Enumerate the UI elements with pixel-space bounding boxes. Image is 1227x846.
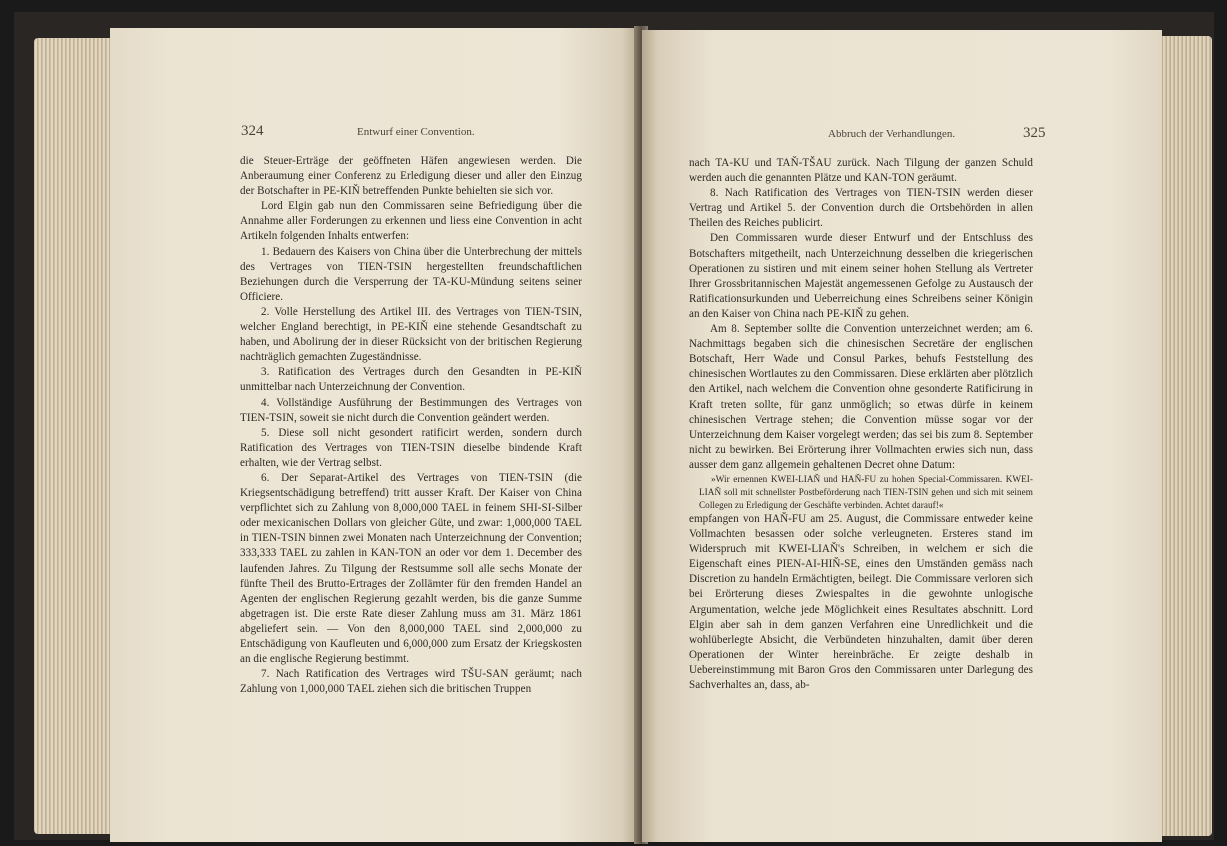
left-paragraph-2: Lord Elgin gab nun den Commissaren seine Befriedigung über die Annahme aller Forderungen zu erkennen und liess eine Convention in acht Artikeln folgenden Inhalts entwerfen: — [240, 200, 582, 243]
left-paragraph-3: 1. Bedauern des Kaisers von China über die Unterbrechung der mittels des Vertrages von TIEN-TSIN hergestellten freundschaftlichen Beziehungen durch die Versperrung der TA-KU-Mündung seitens seiner Officiere. — [240, 245, 582, 303]
right-page-header — [642, 125, 1162, 152]
right-paragraph-5: empfangen von HAŇ-FU am 25. August, die Commissare entweder keine Vollmachten besassen oder solche verleugneten. Ersteres stand im Widerspruch mit KWEI-LIAŇ's Schreiben, in welchem er sich die Eigenschaft eines PIEN-AI-HIŇ-SE, eines den Umständen gemäss nach Discretion zu handeln Ermächtigten, beilegt. Die Commissare verloren sich bei Erörterung dieses Zwiespaltes in die gewohnte unlogische Argumentation, welche jede Möglichkeit eines Resultates abschnitt. Lord Elgin aber sah in dem ganzen Verfahren eine Unredlichkeit und die wohlüberlegte Absicht, die Verbündeten hinzuhalten, damit über deren Operationen der Winter hereinbräche. Er zeigte deshalb in Uebereinstimmung mit Baron Gros den Commissaren unter Darlegung des Sachverhaltes an, dass, ab- — [689, 512, 1033, 691]
right-paragraph-4: Am 8. September sollte die Convention unterzeichnet werden; am 6. Nachmittags begaben sich die chinesischen Secretäre der englischen Botschaft, Herr Wade und Consul Parkes, behufs Feststellung des chinesischen Wortlautes zu den Commissaren. Diese erklärten aber plötzlich den Artikel, nach welchem die Convention ohne gesonderte Ratificirung in Kraft treten sollte, für ganz unmöglich; so etwas dürfe in keinem chinesischen Vertrage stehen; die Convention müsse sogar vor der Unterzeichnung dem Kaiser vorgelegt werden; das sei bis zum 8. September nicht zu bewirken. Bei Erörterung ihrer Vollmachten erwies sich nun, dass ausser dem ganz allgemein gehaltenen Decret ohne Datum: — [689, 323, 1033, 471]
left-paragraph-5: 3. Ratification des Vertrages durch den Gesandten in PE-KIŇ unmittelbar nach Unterzeichnung der Convention. — [240, 366, 582, 394]
left-paragraph-6: 4. Vollständige Ausführung der Bestimmungen des Vertrages von TIEN-TSIN, soweit sie nicht durch die Convention geändert werden. — [240, 396, 582, 424]
left-page-header — [110, 123, 638, 150]
left-paragraph-4: 2. Volle Herstellung des Artikel III. des Vertrages von TIEN-TSIN, welcher England berechtigt, in PE-KIŇ eine stehende Gesandtschaft zu haben, und Abolirung der in dieser Rücksicht von der britischen Regierung nachträglich gemachten Zugeständnisse. — [240, 305, 582, 364]
decree-quote: »Wir ernennen KWEI-LIAŇ und HAŇ-FU zu hohen Special-Commissaren. KWEI-LIAŇ soll mit schnellster Postbeförderung nach TIEN-TSIN gehen und sich mit seinem Collegen zu Erledigung der Geschäfte verbinden. Achtet darauf!« — [699, 473, 1033, 510]
left-paragraph-1: die Steuer-Erträge der geöffneten Häfen angewiesen werden. Die Anberaumung einer Conferenz zu Erledigung dieser und aller den Einzug der Botschafter in PE-KIŇ betreffenden Punkte behielten sie sich vor. — [240, 155, 582, 198]
right-paragraph-2: 8. Nach Ratification des Vertrages von TIEN-TSIN werden dieser Vertrag und Artikel 5. der Convention durch die Ortsbehörden in allen Theilen des Reiches publicirt. — [689, 187, 1033, 230]
right-page — [642, 30, 1162, 842]
right-page-number: 325 — [1023, 125, 1046, 141]
left-paragraph-9: 7. Nach Ratification des Vertrages wird TŠU-SAN geräumt; nach Zahlung von 1,000,000 TAEL ziehen sich die britischen Truppen — [240, 668, 582, 696]
left-page-text — [240, 154, 582, 697]
left-paragraph-7: 5. Diese soll nicht gesondert ratificirt werden, sondern durch Ratification des Vertrages von TIEN-TSIN dieselbe bindende Kraft erhalten, wie der Vertrag selbst. — [240, 426, 582, 469]
right-running-head: Abbruch der Verhandlungen. — [828, 128, 956, 140]
right-page-text — [689, 156, 1033, 693]
left-page-number: 324 — [241, 123, 264, 139]
right-paragraph-3: Den Commissaren wurde dieser Entwurf und der Entschluss des Botschafters mitgetheilt, nach Unterzeichnung desselben die kriegerischen Operationen zu sistiren und mit einem seiner hohen Stellung als Vertreter Ihrer Grossbritannischen Majestät angemessenen Gefolge zu Austausch der Ratificationsurkunden und Ueberreichung eines Schreibens seiner Königin an den Kaiser von China nach PE-KIŇ zu gehen. — [689, 232, 1033, 320]
right-page-edges — [1154, 36, 1212, 836]
left-page — [110, 28, 638, 842]
left-running-head: Entwurf einer Convention. — [357, 126, 475, 138]
right-paragraph-1: nach TA-KU und TAŇ-TŠAU zurück. Nach Tilgung der ganzen Schuld werden auch die genannten Plätze und KAN-TON geräumt. — [689, 157, 1033, 185]
left-paragraph-8: 6. Der Separat-Artikel des Vertrages von TIEN-TSIN (die Kriegsentschädigung betreffend) tritt ausser Kraft. Der Kaiser von China verpflichtet sich zu Zahlung von 8,000,000 TAEL in feinem SHI-SI-Silber oder mexicanischen Dollars von gleicher Güte, und zwar: 1,000,000 TAEL in TIEN-TSIN binnen zwei Monaten nach Unterzeichnung der Convention; 333,333 TAEL zu zahlen in KAN-TON an oder vor dem 1. December des laufenden Jahres. Zu Tilgung der Restsumme soll alle sechs Monate der fünfte Theil des Brutto-Ertrages der Zollämter für den fremden Handel an Agenten der englischen Regierung gezahlt werden, bis die ganze Summe abgetragen ist. Die erste Rate dieser Zahlung muss am 31. März 1861 abgeliefert sein. — Von den 8,000,000 TAEL sind 2,000,000 zu Entschädigung von Kaufleuten und 6,000,000 zum Ersatz der Kriegskosten an die englische Regierung bestimmt. — [240, 471, 582, 666]
book — [14, 12, 1214, 840]
